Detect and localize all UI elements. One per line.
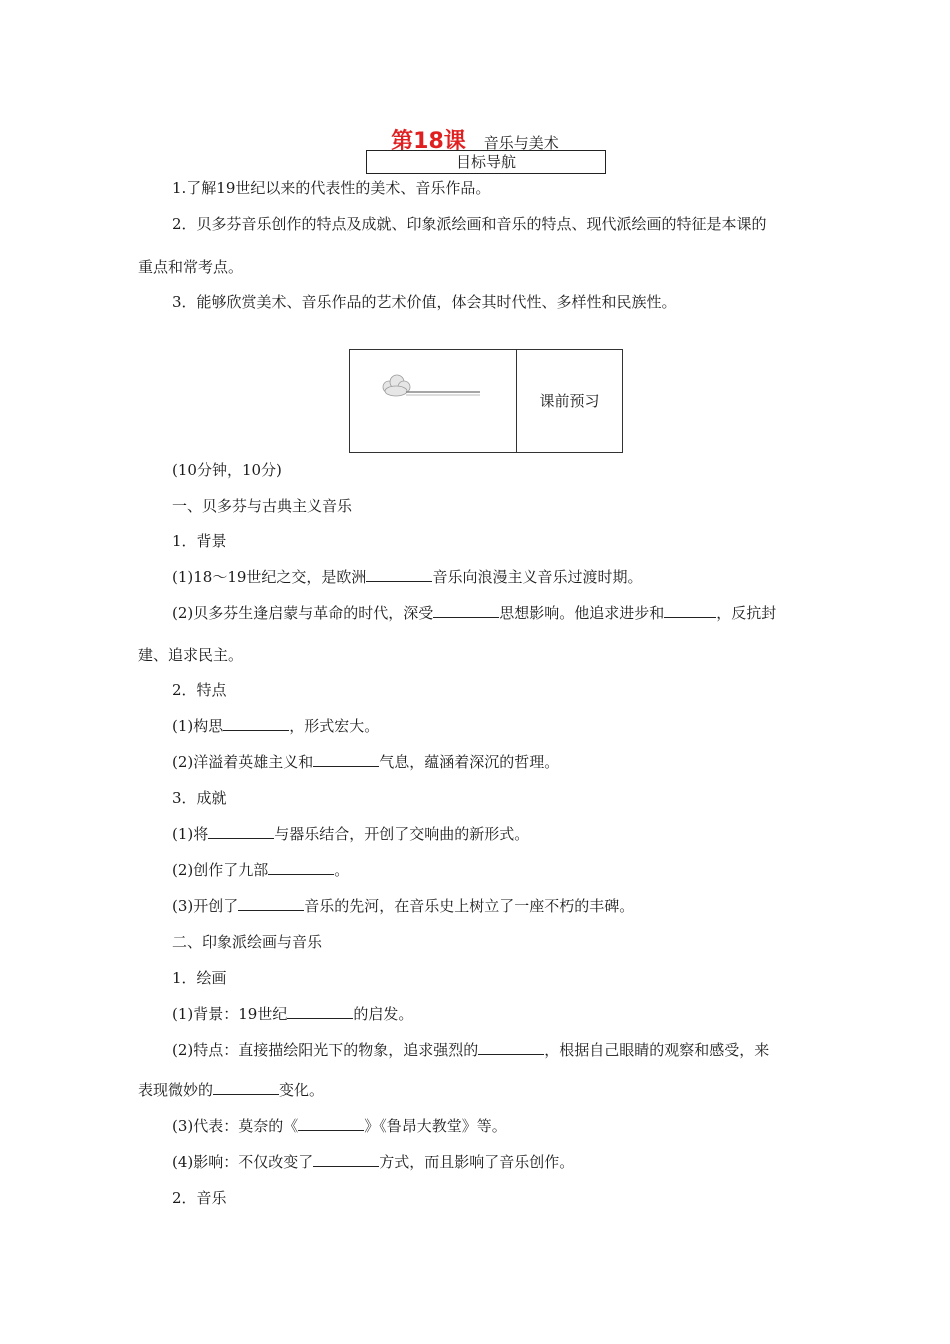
s1-background-heading: 1．背景 [172,532,227,550]
fill-blank[interactable] [313,1152,379,1167]
fill-blank[interactable] [366,567,432,582]
text: (1)背景：19世纪 [172,1005,288,1023]
text: (3)代表：莫奈的《 [172,1117,299,1135]
goal-nav-box: 目标导航 [366,150,606,174]
text: 方式，而且影响了音乐创作。 [379,1153,575,1171]
s1-background-item-2-cont: 建、追求民主。 [138,646,244,664]
s1-background-item-2 [172,603,776,623]
text: (4)影响：不仅改变了 [172,1153,314,1171]
s2-music-heading: 2．音乐 [172,1189,227,1207]
text: ，形式宏大。 [289,717,380,735]
text: 。 [334,861,350,879]
text: (3)开创了 [172,897,239,915]
fill-blank[interactable] [223,716,289,731]
text: 音乐的先河，在音乐史上树立了一座不朽的丰碑。 [304,897,635,915]
lesson-number: 第18课 [391,129,466,154]
goal-item-2-cont: 重点和常考点。 [138,258,244,276]
lesson-subtitle: 音乐与美术 [483,134,559,152]
text: (1)18～19世纪之交，是欧洲 [172,568,367,586]
text: (2)洋溢着英雄主义和 [172,753,314,771]
goal-item-1: 1.了解19世纪以来的代表性的美术、音乐作品。 [172,179,491,197]
text: 思想影响。他追求进步和 [499,604,665,622]
s1-features-item-1 [172,716,379,736]
fill-blank[interactable] [268,860,334,875]
text: 气息，蕴涵着深沉的哲理。 [379,753,560,771]
text: 》《鲁昂大教堂》等。 [364,1117,507,1135]
s1-achievements-item-1 [172,824,529,844]
text: 变化。 [279,1081,325,1099]
fill-blank[interactable] [287,1004,353,1019]
s1-features-heading: 2．特点 [172,681,227,699]
s1-features-item-2 [172,752,559,772]
s2-painting-item-2-cont [138,1080,324,1100]
fill-blank[interactable] [208,824,274,839]
fill-blank[interactable] [478,1040,544,1055]
goal-item-2: 2．贝多芬音乐创作的特点及成就、印象派绘画和音乐的特点、现代派绘画的特征是本课的 [172,215,767,233]
section-2-title: 二、印象派绘画与音乐 [172,933,323,951]
text: 的启发。 [353,1005,414,1023]
goal-item-3: 3．能够欣赏美术、音乐作品的艺术价值，体会其时代性、多样性和民族性。 [172,293,677,311]
text: (2)特点：直接描绘阳光下的物象，追求强烈的 [172,1041,479,1059]
text: (2)贝多芬生逢启蒙与革命的时代，深受 [172,604,434,622]
preview-label: 课前预习 [539,392,600,410]
section-1-title: 一、贝多芬与古典主义音乐 [172,497,353,515]
text: 音乐向浪漫主义音乐过渡时期。 [432,568,643,586]
s2-painting-item-1 [172,1004,413,1024]
fill-blank[interactable] [433,603,499,618]
s2-painting-heading: 1．绘画 [172,969,227,987]
s1-achievements-item-2 [172,860,349,880]
cloud-scroll-decoration-icon [380,372,485,406]
fill-blank[interactable] [664,603,716,618]
text: ，反抗封 [716,604,777,622]
preview-banner [349,349,623,453]
text: 与器乐结合，开创了交响曲的新形式。 [274,825,530,843]
s1-background-item-1 [172,567,642,587]
s1-achievements-heading: 3．成就 [172,789,227,807]
text: (2)创作了九部 [172,861,269,879]
text: 表现微妙的 [138,1081,214,1099]
time-note: (10分钟，10分) [172,461,282,479]
fill-blank[interactable] [238,896,304,911]
fill-blank[interactable] [313,752,379,767]
text: ，根据自己眼睛的观察和感受，来 [544,1041,770,1059]
text: (1)构思 [172,717,224,735]
s2-painting-item-3 [172,1116,507,1136]
fill-blank[interactable] [213,1080,279,1095]
s2-painting-item-2 [172,1040,769,1060]
text: (1)将 [172,825,209,843]
s1-achievements-item-3 [172,896,634,916]
fill-blank[interactable] [298,1116,364,1131]
s2-painting-item-4 [172,1152,574,1172]
